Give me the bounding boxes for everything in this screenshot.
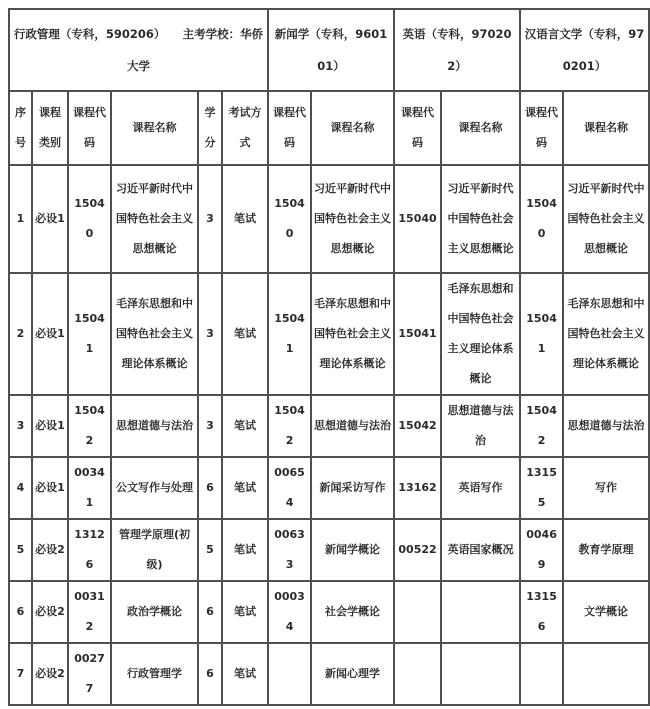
table-cell: 15042 — [268, 395, 311, 457]
table-cell: 00522 — [394, 519, 441, 581]
table-cell: 笔试 — [222, 519, 268, 581]
table-cell: 00312 — [68, 581, 111, 643]
table-cell: 笔试 — [222, 457, 268, 519]
table-cell: 15040 — [68, 165, 111, 273]
major-header-2: 英语（专科，970202） — [394, 9, 520, 91]
table-cell: 政治学概论 — [111, 581, 198, 643]
table-cell — [394, 581, 441, 643]
table-cell: 7 — [9, 643, 32, 705]
table-cell: 15041 — [394, 273, 441, 395]
table-row — [9, 519, 649, 581]
table-cell: 00469 — [520, 519, 563, 581]
major-header-3: 汉语言文学（专科，970201） — [520, 9, 649, 91]
table-cell: 必设1 — [32, 165, 68, 273]
table-row — [9, 273, 649, 395]
table-cell: 新闻心理学 — [311, 643, 394, 705]
table-cell: 思想道德与法治 — [111, 395, 198, 457]
table-cell — [441, 581, 520, 643]
table-cell: 6 — [198, 643, 222, 705]
table-cell: 3 — [9, 395, 32, 457]
column-header-6: 课程代码 — [268, 91, 311, 165]
table-cell: 15041 — [268, 273, 311, 395]
table-cell: 13162 — [394, 457, 441, 519]
table-cell: 笔试 — [222, 165, 268, 273]
table-cell: 5 — [198, 519, 222, 581]
table-cell: 15041 — [68, 273, 111, 395]
table-cell: 必设1 — [32, 273, 68, 395]
table-cell: 文学概论 — [563, 581, 649, 643]
table-cell — [520, 643, 563, 705]
table-cell — [441, 643, 520, 705]
course-table — [8, 8, 650, 706]
table-cell: 4 — [9, 457, 32, 519]
column-header-row — [9, 91, 649, 165]
table-cell: 思想道德与法治 — [311, 395, 394, 457]
table-cell: 毛泽东思想和中国特色社会主义理论体系概论 — [311, 273, 394, 395]
table-cell: 毛泽东思想和中国特色社会主义理论体系概论 — [441, 273, 520, 395]
table-cell: 3 — [198, 165, 222, 273]
table-cell: 行政管理学 — [111, 643, 198, 705]
table-cell: 00633 — [268, 519, 311, 581]
table-cell: 5 — [9, 519, 32, 581]
column-header-0: 序号 — [9, 91, 32, 165]
table-cell: 写作 — [563, 457, 649, 519]
table-cell: 新闻学概论 — [311, 519, 394, 581]
table-row — [9, 581, 649, 643]
major-header-row — [9, 9, 649, 91]
table-cell: 思想道德与法治 — [563, 395, 649, 457]
table-cell: 13126 — [68, 519, 111, 581]
table-cell — [394, 643, 441, 705]
table-cell: 13155 — [520, 457, 563, 519]
table-cell: 思想道德与法治 — [441, 395, 520, 457]
table-cell: 习近平新时代中国特色社会主义思想概论 — [441, 165, 520, 273]
table-cell: 2 — [9, 273, 32, 395]
table-cell: 00654 — [268, 457, 311, 519]
table-cell: 毛泽东思想和中国特色社会主义理论体系概论 — [111, 273, 198, 395]
table-cell: 习近平新时代中国特色社会主义思想概论 — [311, 165, 394, 273]
table-cell: 13156 — [520, 581, 563, 643]
column-header-9: 课程名称 — [441, 91, 520, 165]
table-cell: 15040 — [394, 165, 441, 273]
table-cell: 习近平新时代中国特色社会主义思想概论 — [111, 165, 198, 273]
table-cell: 英语国家概况 — [441, 519, 520, 581]
table-cell: 笔试 — [222, 395, 268, 457]
table-cell: 00341 — [68, 457, 111, 519]
table-cell: 必设1 — [32, 457, 68, 519]
column-header-1: 课程类别 — [32, 91, 68, 165]
column-header-5: 考试方式 — [222, 91, 268, 165]
table-cell: 00277 — [68, 643, 111, 705]
column-header-3: 课程名称 — [111, 91, 198, 165]
table-cell: 教育学原理 — [563, 519, 649, 581]
column-header-8: 课程代码 — [394, 91, 441, 165]
table-row — [9, 165, 649, 273]
table-cell: 必设2 — [32, 643, 68, 705]
table-cell: 管理学原理(初级) — [111, 519, 198, 581]
table-cell: 社会学概论 — [311, 581, 394, 643]
table-cell: 6 — [9, 581, 32, 643]
table-cell: 15042 — [394, 395, 441, 457]
column-header-4: 学分 — [198, 91, 222, 165]
table-cell: 笔试 — [222, 643, 268, 705]
major-header-1: 新闻学（专科，960101） — [268, 9, 394, 91]
table-row — [9, 395, 649, 457]
table-cell: 公文写作与处理 — [111, 457, 198, 519]
table-row — [9, 643, 649, 705]
table-cell: 3 — [198, 273, 222, 395]
table-cell: 00034 — [268, 581, 311, 643]
table-cell: 15042 — [520, 395, 563, 457]
column-header-10: 课程代码 — [520, 91, 563, 165]
table-cell: 必设1 — [32, 395, 68, 457]
course-table-body — [9, 165, 649, 705]
table-cell: 英语写作 — [441, 457, 520, 519]
table-cell: 必设2 — [32, 581, 68, 643]
column-header-7: 课程名称 — [311, 91, 394, 165]
table-cell: 15040 — [268, 165, 311, 273]
column-header-11: 课程名称 — [563, 91, 649, 165]
table-cell — [563, 643, 649, 705]
table-cell: 必设2 — [32, 519, 68, 581]
table-cell — [268, 643, 311, 705]
course-table-head — [9, 9, 649, 165]
table-cell: 3 — [198, 395, 222, 457]
table-cell: 6 — [198, 457, 222, 519]
table-cell: 6 — [198, 581, 222, 643]
major-header-0: 行政管理（专科，590206） 主考学校：华侨大学 — [9, 9, 268, 91]
table-cell: 15040 — [520, 165, 563, 273]
table-cell: 15041 — [520, 273, 563, 395]
table-cell: 15042 — [68, 395, 111, 457]
table-cell: 习近平新时代中国特色社会主义思想概论 — [563, 165, 649, 273]
table-cell: 1 — [9, 165, 32, 273]
column-header-2: 课程代码 — [68, 91, 111, 165]
table-cell: 笔试 — [222, 273, 268, 395]
table-row — [9, 457, 649, 519]
table-cell: 毛泽东思想和中国特色社会主义理论体系概论 — [563, 273, 649, 395]
table-cell: 新闻采访写作 — [311, 457, 394, 519]
table-cell: 笔试 — [222, 581, 268, 643]
